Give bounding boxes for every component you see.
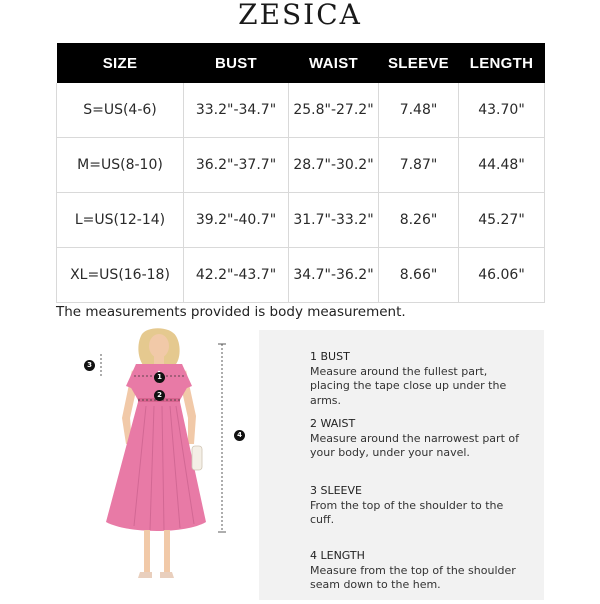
size-cell: XL=US(16-18): [57, 248, 184, 303]
guide-title: 2 WAIST: [310, 417, 356, 430]
marker-length: 4: [234, 430, 245, 441]
size-cell: L=US(12-14): [57, 193, 184, 248]
marker-bust: 1: [154, 372, 165, 383]
guide-sleeve: [310, 484, 530, 528]
size-chart-table: [56, 43, 545, 303]
guide-text: Measure around the narrowest part of your body, under your navel.: [310, 431, 519, 459]
brand-logo: ZESICA: [238, 0, 362, 31]
waist-cell: 34.7"-36.2": [289, 248, 379, 303]
sleeve-cell: 7.87": [379, 138, 459, 193]
table-row: [57, 248, 545, 303]
length-cell: 43.70": [459, 83, 545, 138]
waist-cell: 31.7"-33.2": [289, 193, 379, 248]
length-cell: 44.48": [459, 138, 545, 193]
waist-cell: 28.7"-30.2": [289, 138, 379, 193]
sleeve-cell: 8.26": [379, 193, 459, 248]
guide-title: 4 LENGTH: [310, 549, 365, 562]
length-cell: 46.06": [459, 248, 545, 303]
sleeve-cell: 8.66": [379, 248, 459, 303]
bust-cell: 33.2"-34.7": [184, 83, 289, 138]
measurement-guide-panel: [259, 330, 544, 600]
waist-cell: 25.8"-27.2": [289, 83, 379, 138]
header-length: LENGTH: [459, 43, 545, 83]
table-header-row: [57, 43, 545, 83]
guide-bust: [310, 350, 530, 408]
marker-waist: 2: [154, 390, 165, 401]
length-cell: 45.27": [459, 193, 545, 248]
bust-cell: 36.2"-37.7": [184, 138, 289, 193]
marker-sleeve: 3: [84, 360, 95, 371]
header-sleeve: SLEEVE: [379, 43, 459, 83]
model-figure: [56, 326, 256, 600]
guide-length: [310, 549, 530, 593]
table-row: [57, 83, 545, 138]
guide-text: From the top of the shoulder to the cuff.: [310, 498, 504, 526]
guide-waist: [310, 417, 530, 461]
measurement-note: The measurements provided is body measurement.: [56, 304, 406, 320]
sleeve-cell: 7.48": [379, 83, 459, 138]
size-cell: M=US(8-10): [57, 138, 184, 193]
guide-text: Measure around the fullest part, placing the tape close up under the arms.: [310, 364, 507, 407]
bust-cell: 39.2"-40.7": [184, 193, 289, 248]
table-row: [57, 138, 545, 193]
guide-text: Measure from the top of the shoulder seam down to the hem.: [310, 563, 516, 591]
guide-title: 1 BUST: [310, 350, 350, 363]
size-cell: S=US(4-6): [57, 83, 184, 138]
header-size: SIZE: [57, 43, 184, 83]
bust-cell: 42.2"-43.7": [184, 248, 289, 303]
header-bust: BUST: [184, 43, 289, 83]
table-row: [57, 193, 545, 248]
header-waist: WAIST: [289, 43, 379, 83]
guide-title: 3 SLEEVE: [310, 484, 362, 497]
